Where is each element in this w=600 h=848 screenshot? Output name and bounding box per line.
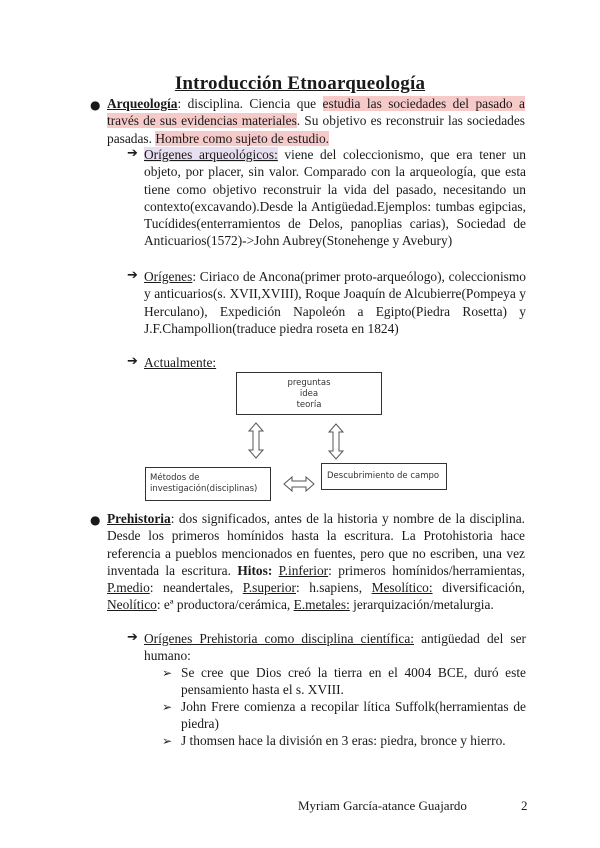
double-arrow-icon: [249, 423, 263, 458]
mesolitico-term: Mesolítico:: [371, 580, 433, 596]
e-metales-text: jerarquización/metalurgia.: [349, 597, 494, 613]
mesolitico-text: diversificación,: [432, 580, 525, 596]
arqueologia-text-1: : disciplina. Ciencia que: [177, 96, 323, 111]
arqueologia-highlight-1: estudia las sociedades del pasado a través de sus evidencias materiales: [107, 96, 526, 129]
arrow-icon: ➔: [127, 146, 138, 161]
list-item: Se cree que Dios creó la tierra en el 4004 BCE, duró este pensamiento hasta el s. XVIII.: [181, 665, 526, 698]
double-arrow-icon: [284, 477, 314, 491]
arrow-icon: ➔: [127, 630, 138, 645]
origenes-prehistoria-text: antigüedad del ser humano:: [144, 631, 526, 664]
prehistoria-paragraph: [107, 510, 525, 614]
diagram-top-line-3: teoría: [296, 400, 322, 410]
list-item: J thomsen hace la división en 3 eras: piedra, bronce y hierro.: [181, 733, 506, 748]
diagram-top-line-1: preguntas: [287, 378, 331, 388]
arqueologia-text-2: . Su objetivo es reconstruir las sociedades pasadas.: [107, 113, 525, 146]
p-superior-text: : h.sapiens,: [296, 580, 372, 596]
bullet-icon: ●: [90, 98, 101, 112]
arqueologia-term: Arqueología: [107, 96, 178, 111]
triangle-bullet-icon: ➢: [162, 700, 173, 714]
footer-author: Myriam García-atance Guajardo: [298, 798, 467, 813]
origenes-arqueologicos-text: viene del coleccionismo, que era tener un objeto, por placer, sin valor. Comparado con la arqueología, que esta tiene como objetivo reconstruir la vida del pasado, necesitando un contexto(excavando).Desde la Antigüedad.Ejemplos: tumbas egipcias, Tucídides(enterramientos de Delos, panoplias carias), Sociedad de Anticuarios(1572)->John Aubrey(Stonehenge y Avebury): [144, 147, 526, 249]
origenes-term: Orígenes: [144, 269, 193, 284]
diagram-right-line: Descubrimiento de campo: [327, 471, 440, 481]
hitos-label: Hitos:: [237, 562, 273, 578]
p-inferior-term: P.inferior: [278, 562, 329, 578]
e-metales-term: E.metales:: [293, 597, 350, 613]
origenes-prehistoria-paragraph: [144, 630, 526, 665]
diagram-top-line-2: idea: [299, 389, 319, 399]
list-item: John Frere comienza a recopilar lítica Suffolk(herramientas de piedra): [181, 699, 526, 732]
p-inferior-text: : primeros homínidos/herramientas,: [328, 562, 525, 578]
triangle-bullet-icon: ➢: [162, 734, 173, 748]
neolitico-term: Neolítico: [107, 597, 157, 613]
double-arrow-icon: [329, 424, 343, 459]
p-superior-term: P.superior: [242, 580, 296, 596]
actualmente-term: Actualmente:: [144, 355, 217, 370]
page-number: 2: [521, 798, 528, 813]
prehistoria-term: Prehistoria: [107, 511, 171, 526]
neolitico-text: : eª productora/cerámica,: [156, 597, 294, 613]
triangle-bullet-icon: ➢: [162, 666, 173, 680]
arrow-icon: ➔: [127, 354, 138, 369]
prehistoria-text-1: : dos significados, antes de la historia y nombre de la disciplina. Desde los primeros homínidos hasta la escritura. La Protohistoria hace referencia a pueblos mencionados en fuentes, pero que no escriben, una vez inventada la escritura.: [107, 511, 525, 578]
origenes-arqueologicos-term: Orígenes arqueológicos:: [144, 147, 278, 162]
arqueologia-highlight-2: Hombre como sujeto de estudio.: [155, 130, 330, 146]
origenes-text: : Ciriaco de Ancona(primer proto-arqueólogo), coleccionismo y anticuarios(s. XVII,XVIII), Roque Joaquín de Alcubierre(Pompeya y Herculano), Expedición Napoleón a Egipto(Piedra Rosetta) y J.F.Champollion(traduce piedra roseta en 1824): [144, 269, 526, 336]
p-medio-term: P.medio: [107, 580, 150, 596]
page-title: Introducción Etnoarqueología: [174, 73, 426, 94]
bullet-icon: ●: [90, 513, 101, 527]
diagram-left-line-2: investigación(disciplinas): [150, 484, 258, 494]
p-medio-text: : neandertales,: [149, 580, 243, 596]
arrow-icon: ➔: [127, 268, 138, 283]
origenes-prehistoria-term: Orígenes Prehistoria como disciplina científica:: [144, 631, 415, 646]
diagram-left-line-1: Métodos de: [150, 473, 200, 483]
